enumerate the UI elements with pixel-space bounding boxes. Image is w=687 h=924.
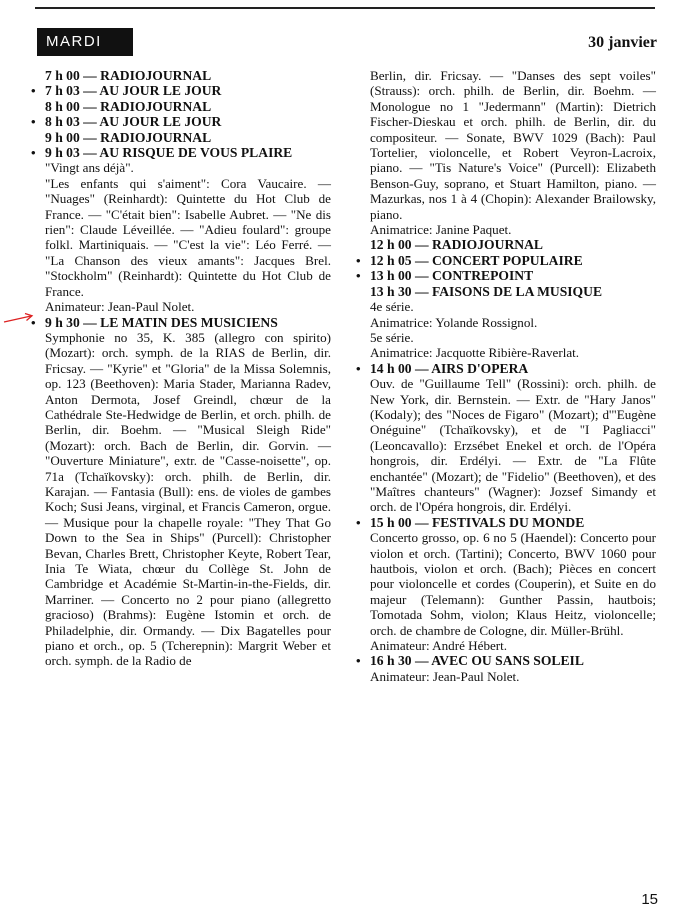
program-title: CONCERT POPULAIRE [431, 252, 583, 268]
program-title: AU JOUR LE JOUR [99, 114, 222, 130]
dash-separator: — [79, 83, 100, 99]
program-time: 12 h 00 [370, 237, 412, 253]
program-entry [358, 361, 656, 515]
program-heading [370, 515, 656, 530]
dash-separator: — [411, 252, 432, 268]
dash-separator: — [79, 145, 100, 161]
description-line: Animatrice: Janine Paquet. [370, 222, 512, 238]
dash-separator: — [411, 268, 432, 284]
program-entry [33, 68, 331, 83]
dash-separator: — [411, 283, 432, 299]
program-time: 15 h 00 [370, 514, 412, 530]
program-time: 7 h 00 [45, 68, 80, 83]
description-line: Animateur: Jean-Paul Nolet. [45, 299, 195, 315]
program-description [370, 669, 656, 684]
program-entry [358, 284, 656, 361]
program-time: 8 h 00 [45, 98, 80, 114]
program-title: AU RISQUE DE VOUS PLAIRE [99, 145, 293, 161]
description-line: Animateur: André Hébert. [370, 638, 508, 654]
dash-separator: — [411, 514, 432, 530]
description-line: "Les enfants qui s'aiment": Cora Vaucaire. — "Nuages" (Reinhardt): Quintette du Hot Club de France. — "C'était bien": Isabelle Aubret. — "Ne dis rien": Claude Léveillée. — "Adieu foulard": groupe folkl. Martiniquais. — "C'est la vie": Léo Ferré. — "La Chanson des vieux amants": Jacques Brel. "Stockholm" (Reinhardt): Quintette du Hot Club de France. [45, 175, 331, 299]
program-heading [370, 653, 656, 668]
program-title: LE MATIN DES MUSICIENS [100, 314, 278, 330]
program-entry [33, 114, 331, 129]
dash-separator: — [79, 114, 100, 130]
program-entry [358, 68, 656, 237]
program-time: 16 h 30 [370, 653, 412, 669]
program-heading [45, 315, 331, 330]
dash-separator: — [79, 98, 101, 114]
program-heading [45, 130, 331, 145]
program-title: RADIOJOURNAL [100, 68, 212, 83]
program-time: 9 h 03 [45, 145, 80, 161]
program-entry [33, 145, 331, 314]
program-description [370, 376, 656, 515]
program-time: 9 h 30 [45, 314, 80, 330]
program-entry [358, 253, 656, 268]
program-entry [358, 653, 656, 684]
program-title: AIRS D'OPERA [431, 360, 529, 376]
program-title: RADIOJOURNAL [431, 237, 543, 253]
program-heading [370, 253, 656, 268]
program-description [45, 160, 331, 314]
dash-separator: — [411, 237, 432, 253]
description-line: 4e série. [370, 299, 414, 315]
left-column [33, 68, 331, 669]
program-heading [45, 99, 331, 114]
program-description [370, 530, 656, 653]
program-title: AVEC OU SANS SOLEIL [431, 653, 584, 669]
program-heading [45, 114, 331, 129]
top-rule [35, 7, 655, 9]
description-line: "Vingt ans déjà". [45, 160, 134, 176]
program-time: 7 h 03 [45, 83, 80, 99]
program-entry [33, 99, 331, 114]
program-title: FAISONS DE LA MUSIQUE [431, 283, 603, 299]
program-entry [33, 130, 331, 145]
program-entry [358, 268, 656, 283]
program-time: 9 h 00 [45, 129, 80, 145]
program-time: 13 h 00 [370, 268, 412, 284]
description-line: Symphonie no 35, K. 385 (allegro con spirito) (Mozart): orch. symph. de la RIAS de Berlin, dir. Fricsay. — "Kyrie" et "Gloria" de la Missa Solemnis, op. 123 (Beethoven): Maria Stader, Marianna Radev, Anton Dermota, Josef Greindl, chœur de la Cathédrale Ste-Hedwidge de Berlin, et orch. philh. de Berlin, dir. Boehm. — "Musical Sleigh Ride" (Mozart): orch. Bach de Berlin, dir. Gorvin. — "Ouverture Miniature", extr. de "Casse-noisette", op. 71a (Tchaïkovsky): orch. philh. de Berlin, dir. Karajan. — Fantasia (Bull): ens. de violes de gambes Koch; Susi Jeans, virginal, et Francis Cameron, orgue. — Musique pour la chapelle royale: "They That Go Down to the Sea in Ships" (Purcell): Christopher Bevan, Charles Brett, Christopher Keyte, Robert Tear, Inia Te Wiata, chœur du Collège St. John de Cambridge et Académie St-Martin-in-the-Fields, dir. Marriner. — Concerto no 2 pour piano (allegretto gracioso) (Brahms): Eugène Istomin et orch. de Philadelphie, dir. Ormandy. — Dix Bagatelles pour piano et orch., op. 5 (Tcherepnin): Margrit Weber et orch. symph. de la Radio de [45, 329, 331, 669]
program-time: 14 h 00 [370, 360, 412, 376]
program-heading [370, 284, 656, 299]
date-label: 30 janvier [588, 34, 657, 51]
program-time: 8 h 03 [45, 114, 80, 130]
program-time: 12 h 05 [370, 252, 412, 268]
program-description [45, 330, 331, 669]
program-heading [370, 237, 656, 252]
description-line: Berlin, dir. Fricsay. — "Danses des sept voiles" (Strauss): orch. philh. de Berlin, dir. Boehm. — Monologue no 1 "Jedermann" (Martin): Dietrich Fischer-Dieskau et orch. philh. de Berlin, dir. du compositeur. — Sonate, BWV 1029 (Bach): Paul Tortelier, violoncelle, et Robert Veyron-Lacroix, piano. — "Tis Nature's Voice" (Purcell): Elizabeth Benson-Guy, soprano, et Stuart Hamilton, piano. — Mazurkas, nos 1 à 4 (Chopin): Alexander Brailowsky, piano. [370, 68, 656, 222]
program-title: AU JOUR LE JOUR [99, 83, 222, 99]
right-column [358, 68, 656, 684]
program-heading [45, 68, 331, 83]
description-line: Concerto grosso, op. 6 no 5 (Haendel): Concerto pour violon et orch. (Tartini); Concerto, BWV 1060 pour hautbois, violon et orch. (Bach); Pièces en concert pour violoncelle et cordes (Couperin), et Suite en do majeur (Telemann): Gunther Passin, hautbois; Tomotada Sohm, violon; Klaus Heitz, violoncelle; orch. de chambre de Cologne, dir. Müller-Brühl. [370, 530, 656, 638]
description-line: Ouv. de "Guillaume Tell" (Rossini): orch. philh. de New York, dir. Bernstein. — Extr. de "Hary Janos" (Kodaly); des "Noces de Figaro" (Mozart); d'"Eugène Onéguine" (Tchaïkovsky), et de "I Pagliacci" (Leoncavallo): Erzsébet Enekel et orch. de l'Opéra hongrois, dir. Erdélyi. — Extr. de "La Flûte enchantée" (Mozart); de "Fidelio" (Beethoven), et des "Maîtres chanteurs" (Wagner): Jozsef Simandy et orch. de l'Opéra hongrois, dir. Erdélyi. [370, 376, 656, 515]
program-heading [45, 83, 331, 98]
dash-separator: — [411, 360, 432, 376]
program-heading [45, 145, 331, 160]
program-title: RADIOJOURNAL [100, 129, 212, 145]
description-line: 5e série. [370, 329, 414, 345]
program-description [370, 299, 656, 361]
dash-separator: — [79, 129, 101, 145]
program-title: CONTREPOINT [431, 268, 534, 284]
page-number: 15 [641, 891, 658, 908]
program-entry [33, 315, 331, 669]
description-line: Animatrice: Jacquotte Ribière-Raverlat. [370, 345, 580, 361]
program-heading [370, 361, 656, 376]
program-time: 13 h 30 [370, 283, 412, 299]
program-entry [358, 237, 656, 252]
dash-separator: — [79, 68, 101, 83]
day-label: MARDI [37, 28, 133, 56]
program-description [370, 68, 656, 237]
description-line: Animateur: Jean-Paul Nolet. [370, 668, 520, 684]
program-entry [358, 515, 656, 654]
program-entry [33, 83, 331, 98]
program-title: RADIOJOURNAL [100, 98, 212, 114]
dash-separator: — [79, 314, 101, 330]
dash-separator: — [411, 653, 432, 669]
program-heading [370, 268, 656, 283]
program-title: FESTIVALS DU MONDE [431, 514, 585, 530]
description-line: Animatrice: Yolande Rossignol. [370, 314, 538, 330]
